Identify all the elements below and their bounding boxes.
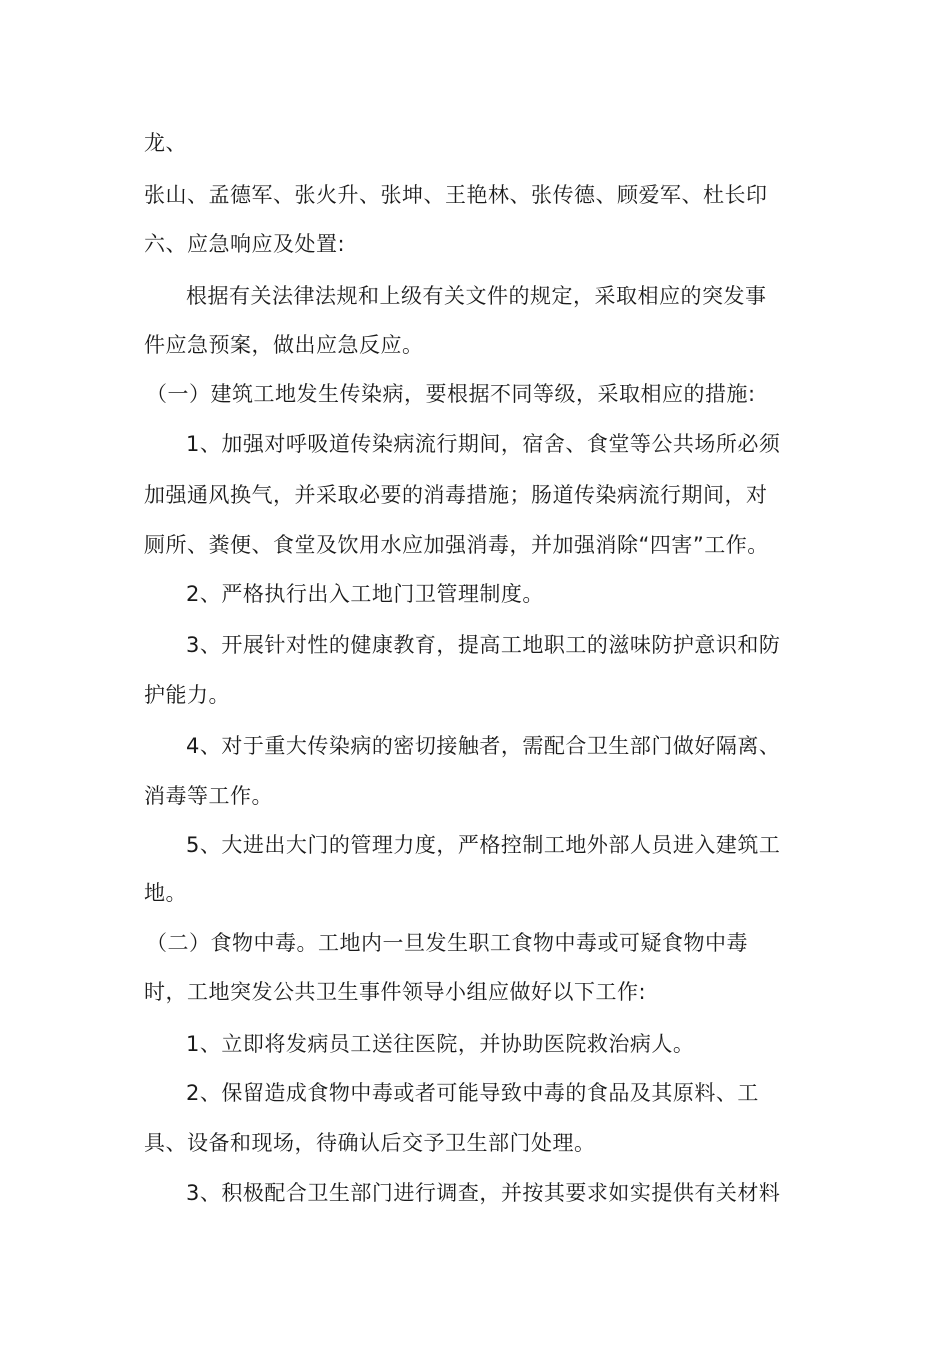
text-line: 加强通风换气，并采取必要的消毒措施；肠道传染病流行期间，对 <box>144 483 768 507</box>
text-line: 1、加强对呼吸道传染病流行期间，宿舍、食堂等公共场所必须 <box>186 432 781 456</box>
text-line: 件应急预案，做出应急反应。 <box>144 333 424 357</box>
text-line: 具、设备和现场，待确认后交予卫生部门处理。 <box>144 1131 596 1155</box>
text-line: 张山、孟德军、张火升、张坤、王艳林、张传德、顾爱军、杜长印 <box>144 183 768 207</box>
text-line: 消毒等工作。 <box>144 784 273 808</box>
text-line: 3、积极配合卫生部门进行调查，并按其要求如实提供有关材料 <box>186 1181 781 1205</box>
text-line: 厕所、粪便、食堂及饮用水应加强消毒，并加强消除“四害”工作。 <box>144 533 769 557</box>
text-line: 时，工地突发公共卫生事件领导小组应做好以下工作: <box>144 980 647 1004</box>
text-line: 地。 <box>144 881 187 905</box>
section-heading: 六、应急响应及处置: <box>144 232 346 256</box>
text-line: 3、开展针对性的健康教育，提高工地职工的滋味防护意识和防 <box>186 633 781 657</box>
text-line: 2、保留造成食物中毒或者可能导致中毒的食品及其原料、工 <box>186 1081 759 1105</box>
text-line: 2、严格执行出入工地门卫管理制度。 <box>186 582 544 606</box>
text-line: 护能力。 <box>144 683 230 707</box>
subsection-heading: （二）食物中毒。工地内一旦发生职工食物中毒或可疑食物中毒 <box>146 931 748 955</box>
text-line: 龙、 <box>144 131 187 155</box>
text-line: 根据有关法律法规和上级有关文件的规定，采取相应的突发事 <box>186 284 767 308</box>
text-line: 1、立即将发病员工送往医院，并协助医院救治病人。 <box>186 1032 695 1056</box>
text-line: 4、对于重大传染病的密切接触者，需配合卫生部门做好隔离、 <box>186 734 781 758</box>
text-line: 5、大进出大门的管理力度，严格控制工地外部人员进入建筑工 <box>186 833 781 857</box>
subsection-heading: （一）建筑工地发生传染病，要根据不同等级，采取相应的措施: <box>146 382 756 406</box>
